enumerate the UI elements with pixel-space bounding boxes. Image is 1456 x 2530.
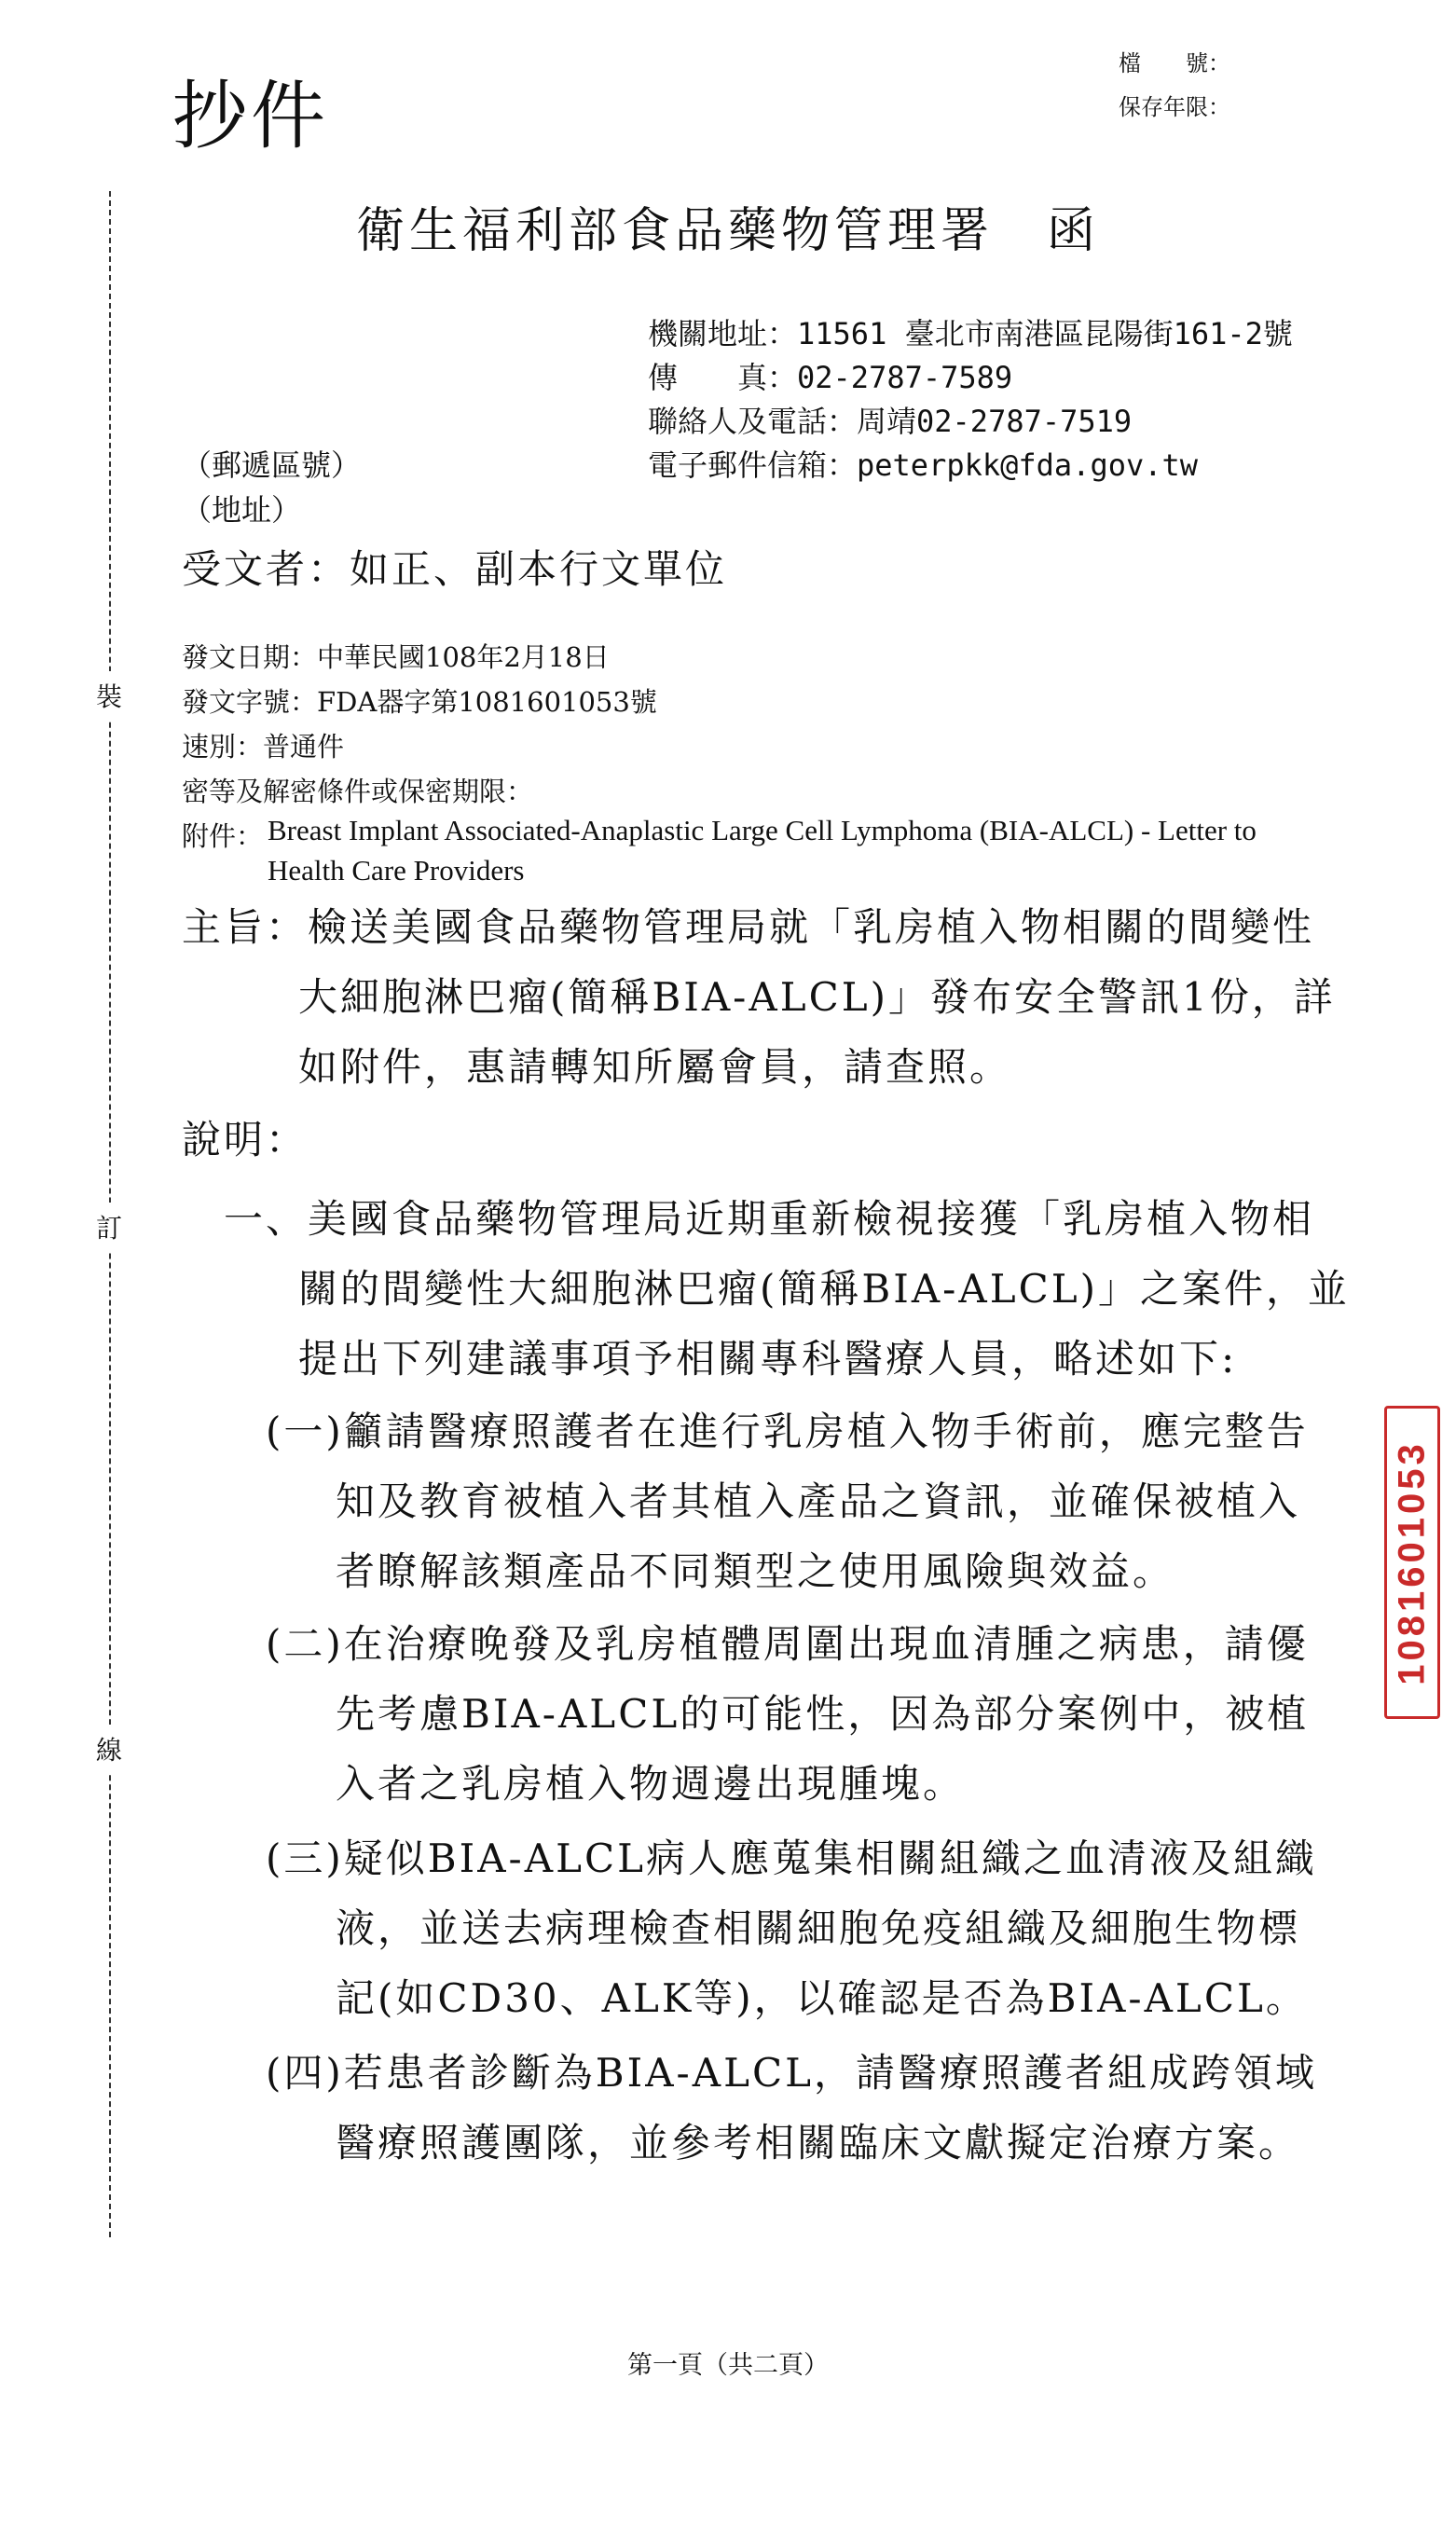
delivery-speed: 速別：普通件: [182, 731, 345, 763]
page-number: 第一頁（共二頁）: [627, 2351, 829, 2380]
address-placeholder: （地址）: [182, 492, 302, 528]
seal-number: 1081601053: [1391, 1439, 1433, 1685]
explanation-sub4-line2: 醫療照護團隊，並參考相關臨床文獻擬定治療方案。: [336, 2120, 1301, 2166]
document-number: 發文字號：FDA器字第1081601053號: [182, 686, 657, 718]
explanation-sub2-line2: 先考慮BIA-ALCL的可能性，因為部分案例中，被植: [336, 1691, 1310, 1737]
subject-line1: 主旨：檢送美國食品藥物管理局就「乳房植入物相關的間變性: [182, 904, 1315, 950]
explanation-sub2-line1: (二)在治療晚發及乳房植體周圍出現血清腫之病患，請優: [266, 1621, 1309, 1667]
explanation-sub1-line3: 者瞭解該類產品不同類型之使用風險與效益。: [336, 1548, 1175, 1594]
explanation-item1-line2: 關的間變性大細胞淋巴瘤(簡稱BIA-ALCL)」之案件，並: [298, 1266, 1350, 1312]
explanation-item1-line1: 一、美國食品藥物管理局近期重新檢視接獲「乳房植入物相: [224, 1196, 1315, 1242]
document-number-seal: [1384, 1406, 1440, 1719]
fax-number: 傳 真：02-2787-7589: [648, 360, 1013, 395]
explanation-sub1-line1: (一)籲請醫療照護者在進行乳房植入物手術前，應完整告: [266, 1409, 1309, 1454]
attachment-title-line1: Breast Implant Associated-Anaplastic Large Cell Lymphoma (BIA-ALCL) - Letter to: [268, 814, 1257, 846]
explanation-sub4-line1: (四)若患者診斷為BIA-ALCL，請醫療照護者組成跨領域: [266, 2050, 1317, 2096]
explanation-sub1-line2: 知及教育被植入者其植入產品之資訊，並確保被植入: [336, 1478, 1301, 1524]
binding-mark-bind: 裝: [89, 671, 129, 720]
subject-line2: 大細胞淋巴瘤(簡稱BIA-ALCL)」發布安全警訊1份，詳: [298, 974, 1336, 1020]
contact-phone: 聯絡人及電話：周靖02-2787-7519: [648, 404, 1133, 439]
contact-email: 電子郵件信箱：peterpkk@fda.gov.tw: [648, 447, 1199, 483]
document-title: 衛生福利部食品藥物管理署 函: [355, 203, 1100, 259]
explanation-sub3-line1: (三)疑似BIA-ALCL病人應蒐集相關組織之血清液及組織: [266, 1836, 1317, 1881]
retention-label: 保存年限：: [1119, 94, 1230, 120]
postal-code-placeholder: （郵遞區號）: [182, 447, 362, 483]
explanation-heading: 說明：: [182, 1117, 309, 1162]
copy-stamp: 抄件: [172, 73, 329, 159]
attachment-label: 附件：: [182, 820, 264, 852]
subject-line3: 如附件，惠請轉知所屬會員，請查照。: [298, 1044, 1012, 1090]
explanation-sub2-line3: 入者之乳房植入物週邊出現腫塊。: [336, 1761, 966, 1807]
binding-mark-line: 線: [89, 1725, 129, 1773]
binding-mark-staple: 訂: [89, 1203, 129, 1251]
explanation-item1-line3: 提出下列建議事項予相關專科醫療人員，略述如下:: [298, 1336, 1238, 1382]
security-classification: 密等及解密條件或保密期限：: [182, 776, 534, 807]
file-number-label: 檔 號：: [1119, 50, 1230, 76]
recipient: 受文者：如正、副本行文單位: [182, 546, 728, 592]
agency-address: 機關地址：11561 臺北市南港區昆陽街161-2號: [648, 316, 1293, 351]
explanation-sub3-line2: 液，並送去病理檢查相關細胞免疫組織及細胞生物標: [336, 1905, 1301, 1951]
explanation-sub3-line3: 記(如CD30、ALK等)，以確認是否為BIA-ALCL。: [336, 1975, 1308, 2021]
issue-date: 發文日期：中華民國108年2月18日: [182, 641, 610, 673]
attachment-title-line2: Health Care Providers: [268, 854, 525, 887]
